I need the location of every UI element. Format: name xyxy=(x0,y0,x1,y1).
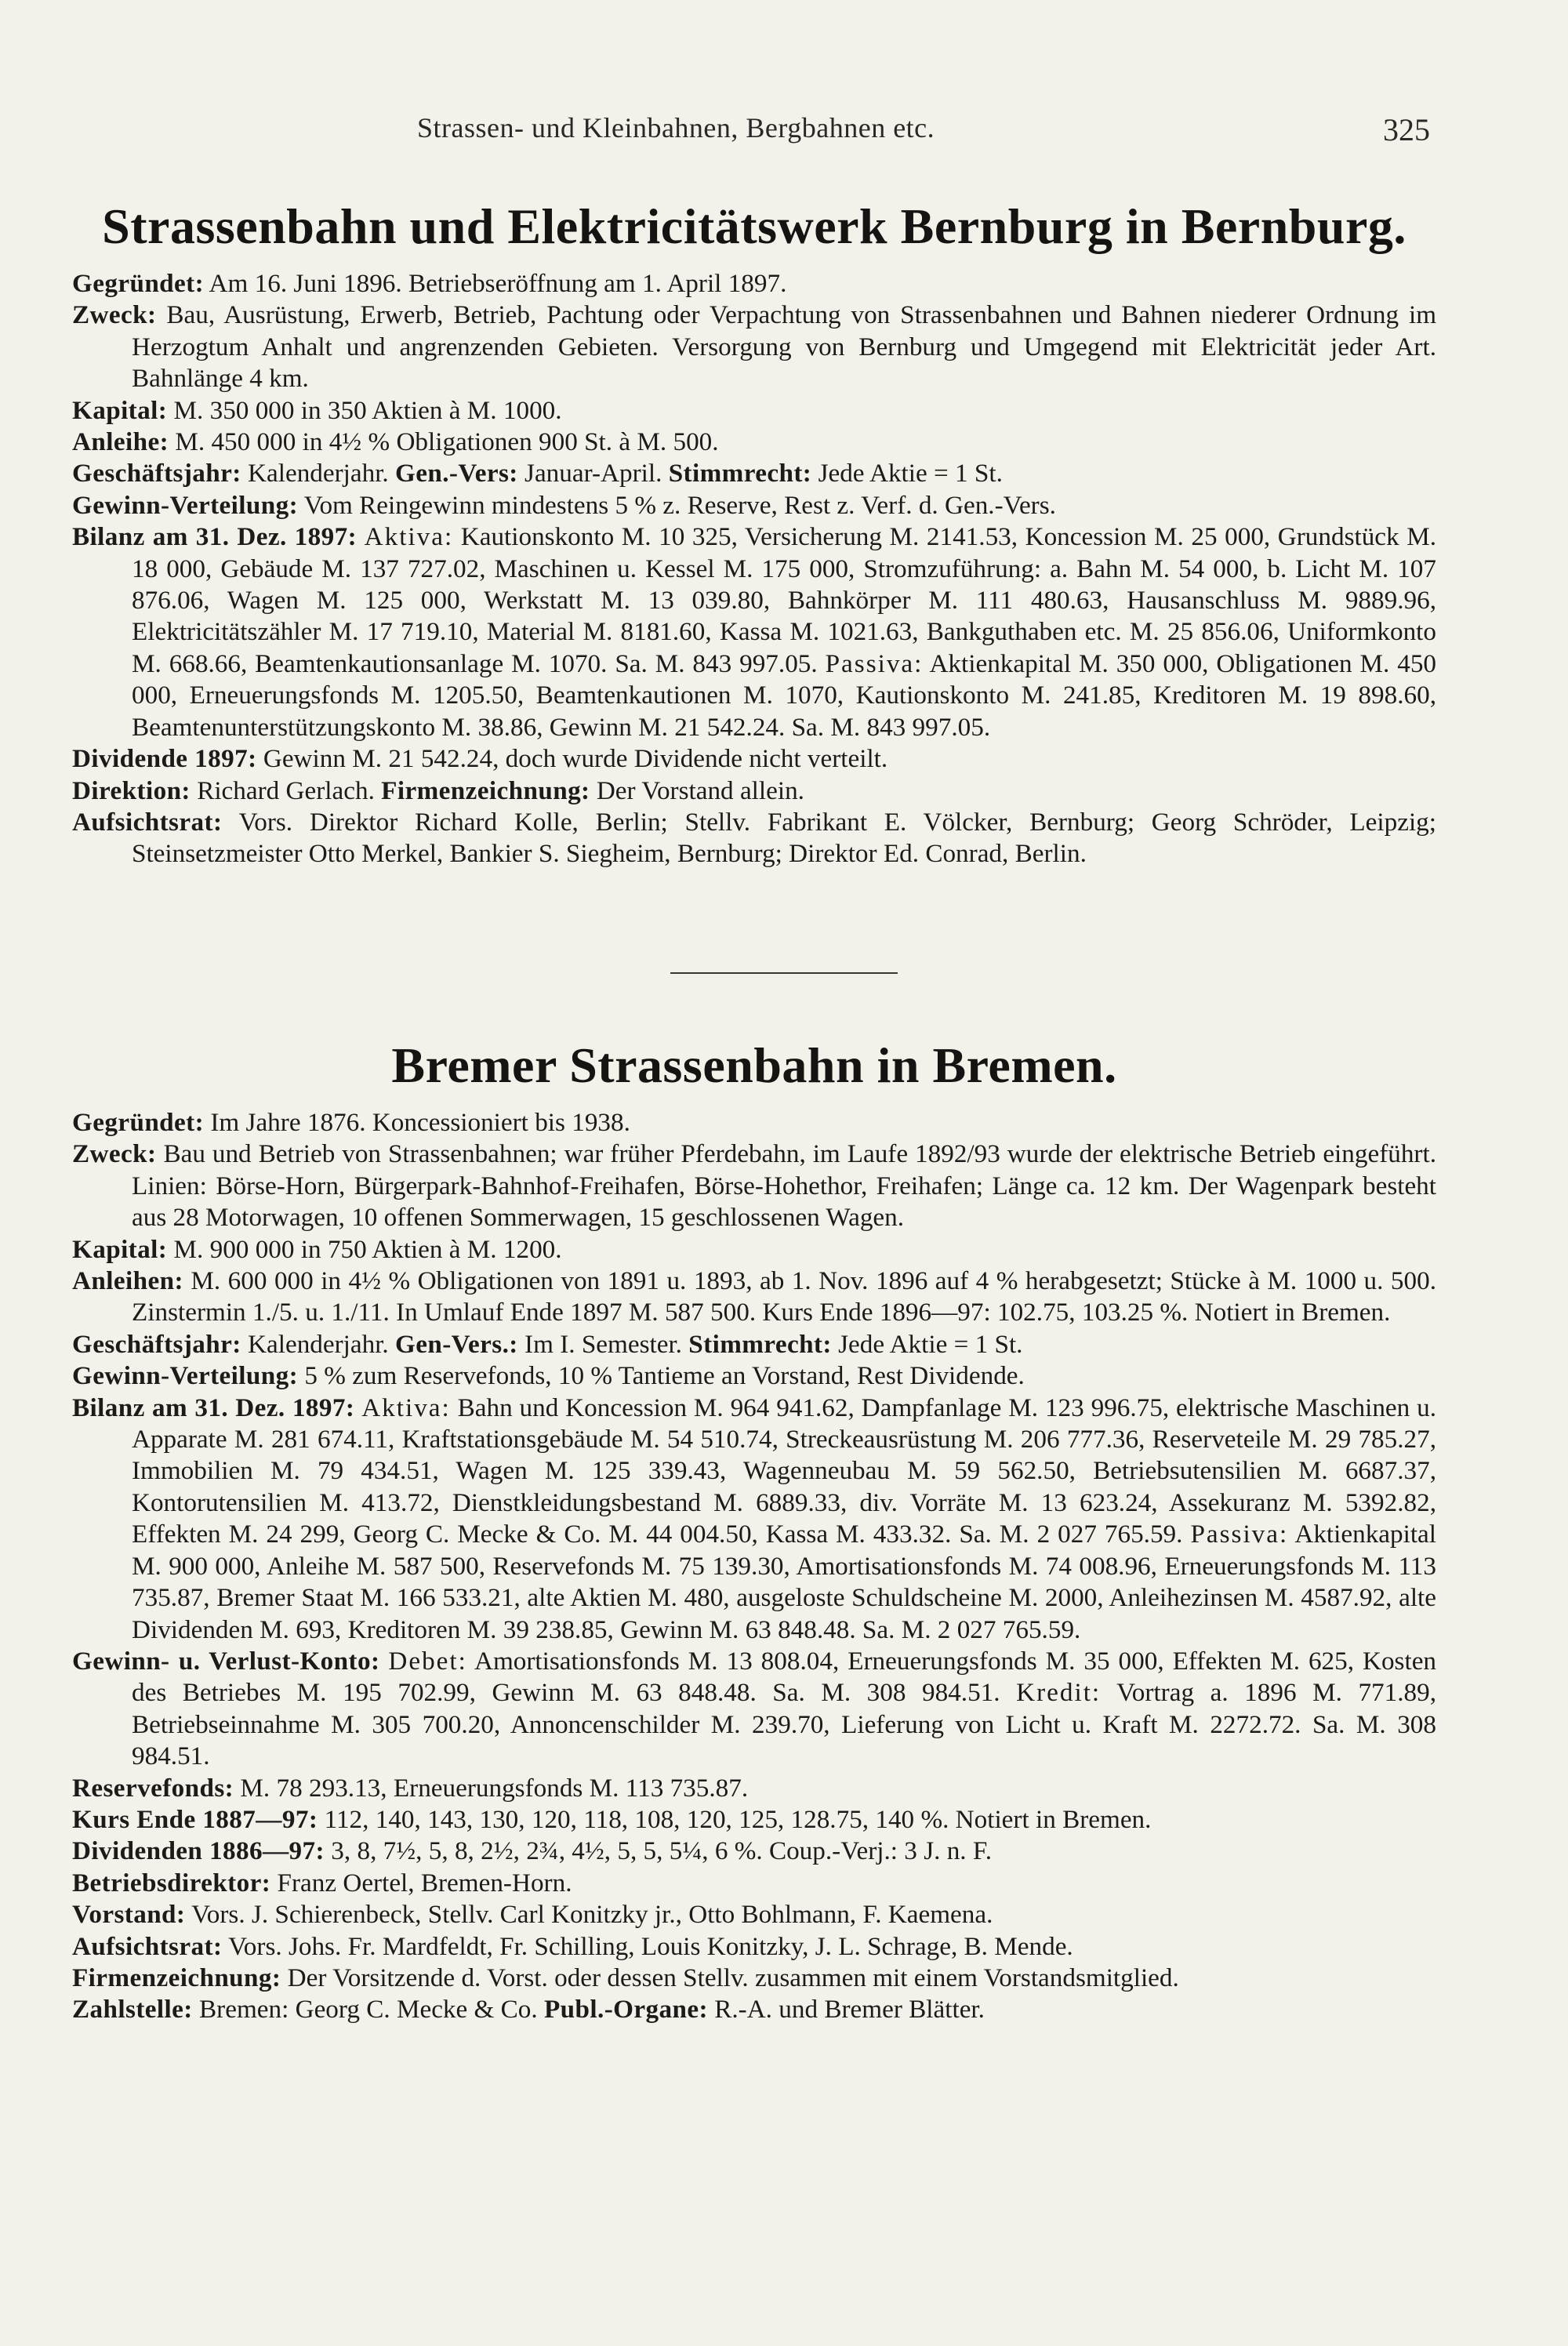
entry xyxy=(72,1329,1436,1360)
entry xyxy=(72,1773,1436,1804)
entry-label: Bilanz am 31. Dez. 1897: xyxy=(72,1393,355,1422)
entries xyxy=(72,268,1436,870)
entry-text: Jede Aktie = 1 St. xyxy=(838,1329,1023,1359)
entry-text: Vors. Direktor Richard Kolle, Berlin; Stellv. Fabrikant E. Völcker, Bernburg; Georg Schröder, Leipzig; Steinsetzmeister Otto Merkel, Bankier S. Siegheim, Bernburg; Direktor Ed. Conrad, Berlin. xyxy=(132,807,1436,869)
entry-label: Firmenzeichnung: xyxy=(72,1963,281,1992)
entry-text: 3, 8, 7½, 5, 8, 2½, 2¾, 4½, 5, 5, 5¼, 6 %. Coup.-Verj.: 3 J. n. F. xyxy=(331,1836,992,1866)
entry-text: Gewinn M. 21 542.24, doch wurde Dividende nicht verteilt. xyxy=(263,744,888,774)
entry-text: Bremen: Georg C. Mecke & Co. xyxy=(199,1995,538,2025)
entry-text: Bau und Betrieb von Strassenbahnen; war früher Pferdebahn, im Laufe 1892/93 wurde der elektrische Betrieb eingeführt. Linien: Börse-Horn, Bürgerpark-Bahnhof-Freihafen, Börse-Hohethor, Freihafen; Länge ca. 12 km. Der Wagenpark besteht aus 28 Motorwagen, 10 offenen Sommerwagen, 15 geschlossenen Wagen. xyxy=(132,1139,1437,1233)
entry xyxy=(72,1899,1436,1930)
entry-label: Stimmrecht: xyxy=(668,459,812,488)
entry-label: Gen.-Vers: xyxy=(395,459,518,488)
entry-subheading: Aktiva: xyxy=(361,1393,451,1422)
entry xyxy=(72,1836,1436,1867)
entry xyxy=(72,1994,1436,2025)
entry-label: Kurs Ende 1887—97: xyxy=(72,1804,318,1834)
company-title: Strassenbahn und Elektricitätswerk Bernburg in Bernburg. xyxy=(102,198,1406,254)
entry xyxy=(72,1266,1436,1329)
entry-label: Geschäftsjahr: xyxy=(72,459,241,488)
running-title: Strassen- und Kleinbahnen, Bergbahnen etc. xyxy=(417,112,935,143)
entry xyxy=(72,1931,1436,1963)
entry-label: Dividenden 1886—97: xyxy=(72,1836,325,1866)
entry-subheading: Passiva: xyxy=(825,648,924,678)
entry-text: M. 350 000 in 350 Aktien à M. 1000. xyxy=(173,395,562,425)
entry-label: Anleihe: xyxy=(72,427,169,457)
entry-text: Amortisationsfonds M. 13 808.04, Erneuerungsfonds M. 35 000, Effekten M. 625, Kosten des Betriebes M. 195 702.99, Gewinn M. 63 848.48. Sa. M. 308 984.51. xyxy=(132,1646,1437,1708)
entry-label: Reservefonds: xyxy=(72,1773,234,1803)
entry-label: Dividende 1897: xyxy=(72,744,257,774)
page-number: 325 xyxy=(1383,112,1430,147)
entry-text: Vors. J. Schierenbeck, Stellv. Carl Konitzky jr., Otto Bohlmann, F. Kaemena. xyxy=(191,1900,993,1930)
entry-label: Gegründet: xyxy=(72,269,205,298)
entry-label: Gewinn-Verteilung: xyxy=(72,1361,299,1391)
entry-subheading: Aktiva: xyxy=(364,522,454,552)
entry-text: Aktienkapital M. 350 000, Obligationen M. 450 000, Erneuerungsfonds M. 1205.50, Beamtenkautionen M. 1070, Kautionskonto M. 241.85, Kreditoren M. 19 898.60, Beamtenunterstützungskonto M. 38.86, Gewinn M. 21 542.24. Sa. M. 843 997.05. xyxy=(132,648,1437,742)
entry-text: Bau, Ausrüstung, Erwerb, Betrieb, Pachtung oder Verpachtung von Strassenbahnen und Bahnen niederer Ordnung im Herzogtum Anhalt und angrenzenden Gebieten. Versorgung von Bernburg und Umgegend mit Elektricität jeder Art. Bahnlänge 4 km. xyxy=(132,300,1437,394)
entry-text: 112, 140, 143, 130, 120, 118, 108, 120, 125, 128.75, 140 %. Notiert in Bremen. xyxy=(324,1804,1152,1834)
entry-text: M. 900 000 in 750 Aktien à M. 1200. xyxy=(173,1234,562,1264)
entry-text: Bahn und Koncession M. 964 941.62, Dampfanlage M. 123 996.75, elektrische Maschinen u. Apparate M. 281 674.11, Kraftstationsgebäude M. 54 510.74, Streckeausrüstung M. 206 777.36, Reserveteile M. 29 785.27, Immobilien M. 79 434.51, Wagen M. 125 339.43, Wagenneubau M. 59 562.50, Betriebsutensilien M. 6687.37, Kontorutensilien M. 413.72, Dienstkleidungsbestand M. 6889.33, div. Vorräte M. 13 623.24, Assekuranz M. 5392.82, Effekten M. 24 299, Georg C. Mecke & Co. M. 44 004.50, Kassa M. 433.32. Sa. M. 2 027 765.59. xyxy=(132,1393,1437,1549)
entry-label: Publ.-Organe: xyxy=(544,1995,708,2025)
entry-label: Gewinn-Verteilung: xyxy=(72,490,299,520)
entry xyxy=(72,1107,1436,1138)
entry xyxy=(72,1360,1436,1392)
entry-label: Anleihen: xyxy=(72,1266,183,1296)
entry-label: Aufsichtsrat: xyxy=(72,1931,223,1961)
entry xyxy=(72,743,1436,775)
entry-text: M. 600 000 in 4½ % Obligationen von 1891 u. 1893, ab 1. Nov. 1896 auf 4 % herabgesetzt; Stücke à M. 1000 u. 500. Zinstermin 1./5. u. 1./11. In Umlauf Ende 1897 M. 587 500. Kurs Ende 1896—97: 102.75, 103.25 %. Notiert in Bremen. xyxy=(132,1266,1437,1327)
entry-text: Der Vorsitzende d. Vorst. oder dessen Stellv. zusammen mit einem Vorstandsmitglied. xyxy=(287,1963,1179,1992)
entry-text: Franz Oertel, Bremen-Horn. xyxy=(277,1868,572,1898)
entry xyxy=(72,1138,1436,1233)
entry-label: Gen-Vers.: xyxy=(395,1329,518,1359)
entry-text: 5 % zum Reservefonds, 10 % Tantieme an Vorstand, Rest Dividende. xyxy=(304,1361,1025,1391)
entry-text: Im Jahre 1876. Koncessioniert bis 1938. xyxy=(210,1108,630,1137)
entry-label: Stimmrecht: xyxy=(688,1329,832,1359)
entry-label: Bilanz am 31. Dez. 1897: xyxy=(72,522,358,552)
entry xyxy=(72,395,1436,427)
entry-label: Direktion: xyxy=(72,775,191,805)
entry xyxy=(72,775,1436,807)
entry-text: Am 16. Juni 1896. Betriebseröffnung am 1. April 1897. xyxy=(209,269,787,298)
entry xyxy=(72,427,1436,458)
entry xyxy=(72,458,1436,489)
entry-text: R.-A. und Bremer Blätter. xyxy=(714,1995,985,2025)
entry-subheading: Kredit: xyxy=(1016,1678,1102,1708)
entry-label: Kapital: xyxy=(72,1234,168,1264)
company-section-bernburg xyxy=(72,196,1436,870)
entry-label: Geschäftsjahr: xyxy=(72,1329,241,1359)
entry-text: M. 78 293.13, Erneuerungsfonds M. 113 735.87. xyxy=(240,1773,749,1803)
entry xyxy=(72,490,1436,521)
entry-label: Firmenzeichnung: xyxy=(381,775,590,805)
entry-text: Kalenderjahr. xyxy=(248,459,389,488)
entry xyxy=(72,1963,1436,1994)
entry-label: Kapital: xyxy=(72,395,168,425)
entry-label: Vorstand: xyxy=(72,1900,186,1930)
entry xyxy=(72,1804,1436,1836)
entry-subheading: Debet: xyxy=(388,1646,467,1676)
entry-label: Zahlstelle: xyxy=(72,1995,193,2025)
entry-text: Aktienkapital M. 900 000, Anleihe M. 587 500, Reservefonds M. 75 139.30, Amortisationsfonds M. 74 008.96, Erneuerungsfonds M. 113 735.87, Bremer Staat M. 166 533.21, alte Aktien M. 480, ausgeloste Schuldscheine M. 2000, Anleihezinsen M. 4587.92, alte Dividenden M. 693, Kreditoren M. 39 238.85, Gewinn M. 63 848.48. Sa. M. 2 027 765.59. xyxy=(132,1520,1437,1644)
entry xyxy=(72,1868,1436,1899)
entry-text: Vom Reingewinn mindestens 5 % z. Reserve, Rest z. Verf. d. Gen.-Vers. xyxy=(303,490,1056,520)
entry xyxy=(72,268,1436,300)
entry-label: Betriebsdirektor: xyxy=(72,1868,271,1898)
entry-text: Der Vorstand allein. xyxy=(596,775,804,805)
entry-text: Kautionskonto M. 10 325, Versicherung M. 2141.53, Koncession M. 25 000, Grundstück M. 18 000, Gebäude M. 137 727.02, Maschinen u. Kessel M. 175 000, Stromzuführung: a. Bahn M. 54 000, b. Licht M. 107 876.06, Wagen M. 125 000, Werkstatt M. 13 039.80, Bahnkörper M. 111 480.63, Hausanschluss M. 9889.96, Elektricitätszähler M. 17 719.10, Material M. 8181.60, Kassa M. 1021.63, Bankguthaben etc. M. 25 856.06, Uniformkonto M. 668.66, Beamtenkautionsanlage M. 1070. Sa. M. 843 997.05. xyxy=(132,522,1436,678)
entry-text: Kalenderjahr. xyxy=(248,1329,389,1359)
entry-subheading: Passiva: xyxy=(1190,1520,1289,1549)
entry-text: Richard Gerlach. xyxy=(197,775,375,805)
company-title: Bremer Strassenbahn in Bremen. xyxy=(391,1037,1117,1093)
entry-text: M. 450 000 in 4½ % Obligationen 900 St. à M. 500. xyxy=(175,427,719,457)
entry-label: Gegründet: xyxy=(72,1108,205,1137)
entry xyxy=(72,807,1436,870)
entry-text: Im I. Semester. xyxy=(524,1329,682,1359)
entry-text: Jede Aktie = 1 St. xyxy=(818,459,1003,488)
entries xyxy=(72,1107,1436,2026)
entry-label: Aufsichtsrat: xyxy=(72,807,223,837)
entry xyxy=(72,1234,1436,1266)
entry-text: Vors. Johs. Fr. Mardfeldt, Fr. Schilling, Louis Konitzky, J. L. Schrage, B. Mende. xyxy=(228,1931,1073,1961)
entry-label: Gewinn- u. Verlust-Konto: xyxy=(72,1646,380,1676)
section-divider xyxy=(670,972,898,974)
entry xyxy=(72,1393,1436,1646)
entry-label: Zweck: xyxy=(72,1139,157,1169)
entry xyxy=(72,300,1436,394)
entry-text: Vortrag a. 1896 M. 771.89, Betriebseinnahme M. 305 700.20, Annoncenschilder M. 239.70, Lieferung von Licht u. Kraft M. 2272.72. Sa. M. 308 984.51. xyxy=(132,1678,1437,1771)
entry xyxy=(72,1646,1436,1773)
company-section-bremen xyxy=(72,1035,1436,2026)
entry xyxy=(72,521,1436,743)
entry-label: Zweck: xyxy=(72,300,157,330)
entry-text: Januar-April. xyxy=(524,459,662,488)
